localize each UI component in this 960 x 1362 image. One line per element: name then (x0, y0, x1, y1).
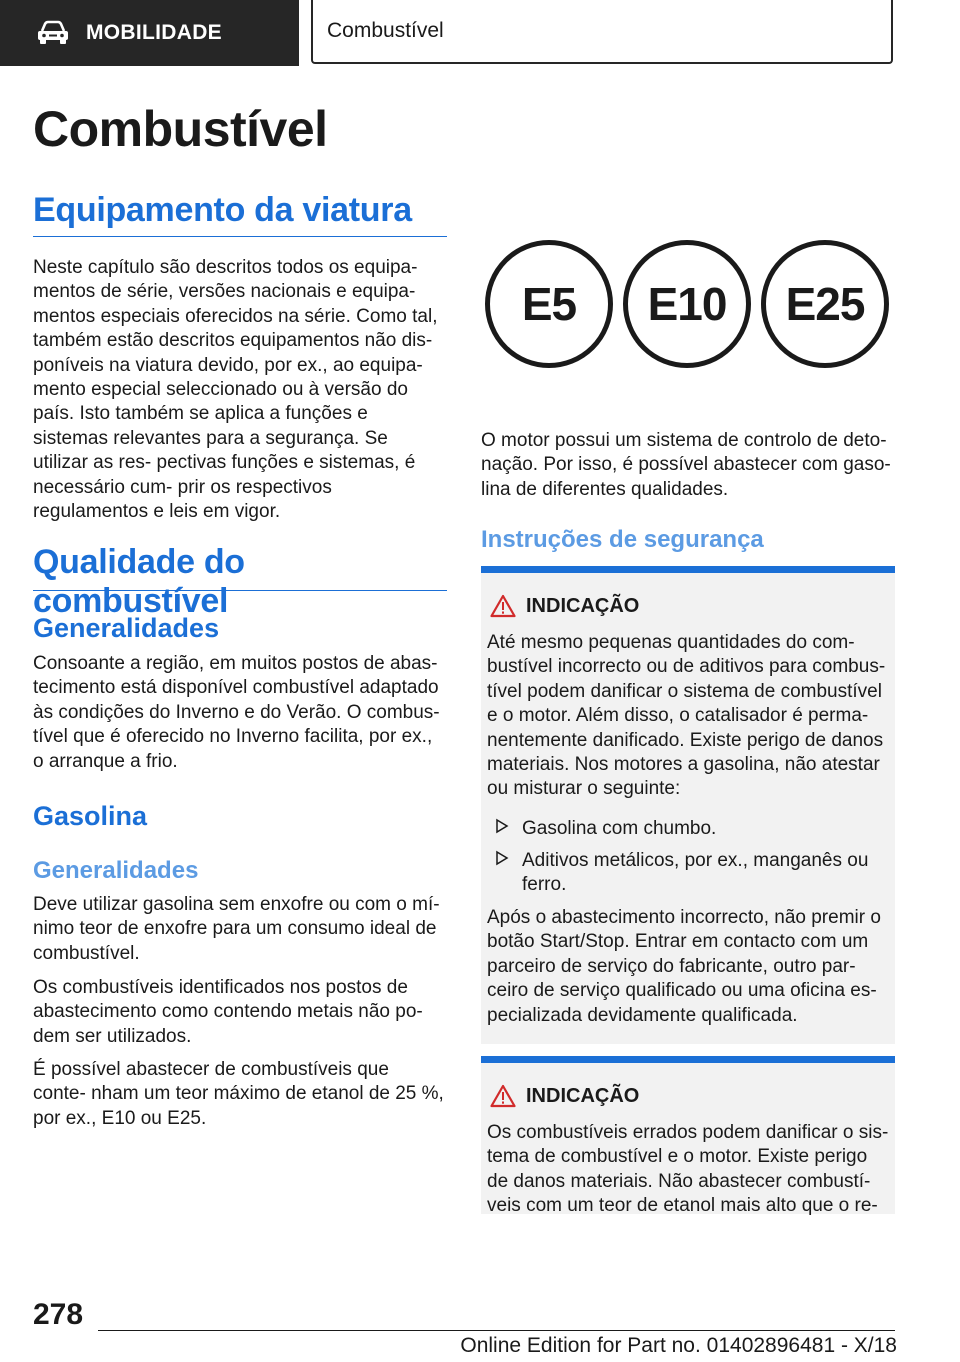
fuel-emblem-e10: E10 (623, 240, 751, 368)
notice-title: INDICAÇÃO (526, 1084, 640, 1107)
fuel-emblem-e25: E25 (761, 240, 889, 368)
warning-triangle-icon (490, 594, 516, 618)
heading-gasolina: Gasolina (33, 801, 148, 831)
paragraph-petrol-metals: Os combustíveis identificados nos postos de abastecimento como contendo metais não po‐ dem ser utilizados. (33, 977, 423, 1047)
car-icon (36, 20, 70, 46)
section-tab-mobilidade[interactable] (0, 0, 299, 66)
heading-generalidades: Generalidades (33, 613, 220, 643)
subheading-instrucoes-de-seguranca: Instruções de segurança (481, 526, 764, 553)
fuel-emblems-figure (481, 240, 893, 390)
list-item-text: Gasolina com chumbo. (522, 818, 717, 839)
paragraph-generalidades: Consoante a região, em muitos postos de abas‐ tecimento está disponível combustível adaptado às condições do Inverno e do Verão. O combus‐ tível que é oferecido no Inverno facilita, por ex., o arranque a frio. (33, 653, 440, 772)
list-item (495, 849, 875, 898)
section-tab-label: MOBILIDADE (86, 21, 222, 44)
paragraph-petrol-ethanol: É possível abastecer de combustíveis que conte‐ nham um teor máximo de etanol de 25 %, por ex., E10 ou E25. (33, 1059, 444, 1129)
paragraph-equipment: Neste capítulo são descritos todos os equipa‐ mentos de série, versões nacionais e equipa‐ mentos especiais oferecidos na série. Como tal, também estão descritos equipamentos não dis‐ poníveis na viatura devido, por ex., ao equipa‐ mento especial seleccionado ou à versão do país. Isto também se aplica a funções e sistemas relevantes para a segurança. Se utilizar as res‐ pectivas funções e sistemas, é necessário cum‐ prir os respectivos regulamentos e leis em vigor. (33, 257, 438, 523)
notice-text: Até mesmo pequenas quantidades do com‐ bustível incorrecto ou de aditivos para combus‐ tível podem danificar o sistema de combustível e o motor. Além disso, o catalisador é perma‐ nentemente danificado. Existe perigo de danos materiais. Nos motores a gasolina, não atestar ou misturar o seguinte: (487, 632, 886, 800)
heading-equipamento-da-viatura: Equipamento da viatura (33, 191, 447, 237)
paragraph-motor: O motor possui um sistema de controlo de deto‐ nação. Por isso, é possível abastecer com gaso‐ lina de diferentes qualidades. (481, 430, 891, 500)
footer-divider (98, 1330, 895, 1331)
list-item (495, 817, 875, 841)
heading-qualidade-do-combustivel: Qualidade do combustível (33, 543, 447, 591)
notice-header (481, 591, 639, 621)
chapter-tab-label: Combustível (327, 19, 444, 42)
notice-title: INDICAÇÃO (526, 594, 640, 617)
notice-text: Os combustíveis errados podem danificar o sis‐ tema de combustível e o motor. Existe perigo de danos materiais. Não abastecer combustí‐ veis com um teor de etanol mais alto que o re‐ (487, 1122, 889, 1217)
fuel-emblem-e5: E5 (485, 240, 613, 368)
triangle-bullet-icon (495, 818, 509, 834)
paragraph-petrol-sulfur: Deve utilizar gasolina sem enxofre ou com o mí‐ nimo teor de enxofre para um consumo ideal de combustível. (33, 894, 440, 964)
list-item-text: Aditivos metálicos, por ex., manganês ou ferro. (522, 850, 869, 896)
footer-edition: Online Edition for Part no. 01402896481 - X/18 (460, 1334, 897, 1357)
notice-header (481, 1081, 639, 1111)
chapter-tab-combustivel[interactable] (311, 0, 893, 64)
subheading-generalidades: Generalidades (33, 857, 199, 884)
notice-text-after: Após o abastecimento incorrecto, não premir o botão Start/Stop. Entrar em contacto com um parceiro de serviço do fabricante, outro par‐ ceiro de serviço qualificado ou uma oficina es‐ pecializada devidamente qualificada. (487, 907, 881, 1026)
notice-box-2 (481, 1056, 895, 1217)
notice-box-1 (481, 566, 895, 1044)
triangle-bullet-icon (495, 850, 509, 866)
page-number: 278 (33, 1298, 84, 1331)
page-header (0, 0, 960, 66)
warning-triangle-icon (490, 1084, 516, 1108)
page-title: Combustível (33, 101, 328, 157)
